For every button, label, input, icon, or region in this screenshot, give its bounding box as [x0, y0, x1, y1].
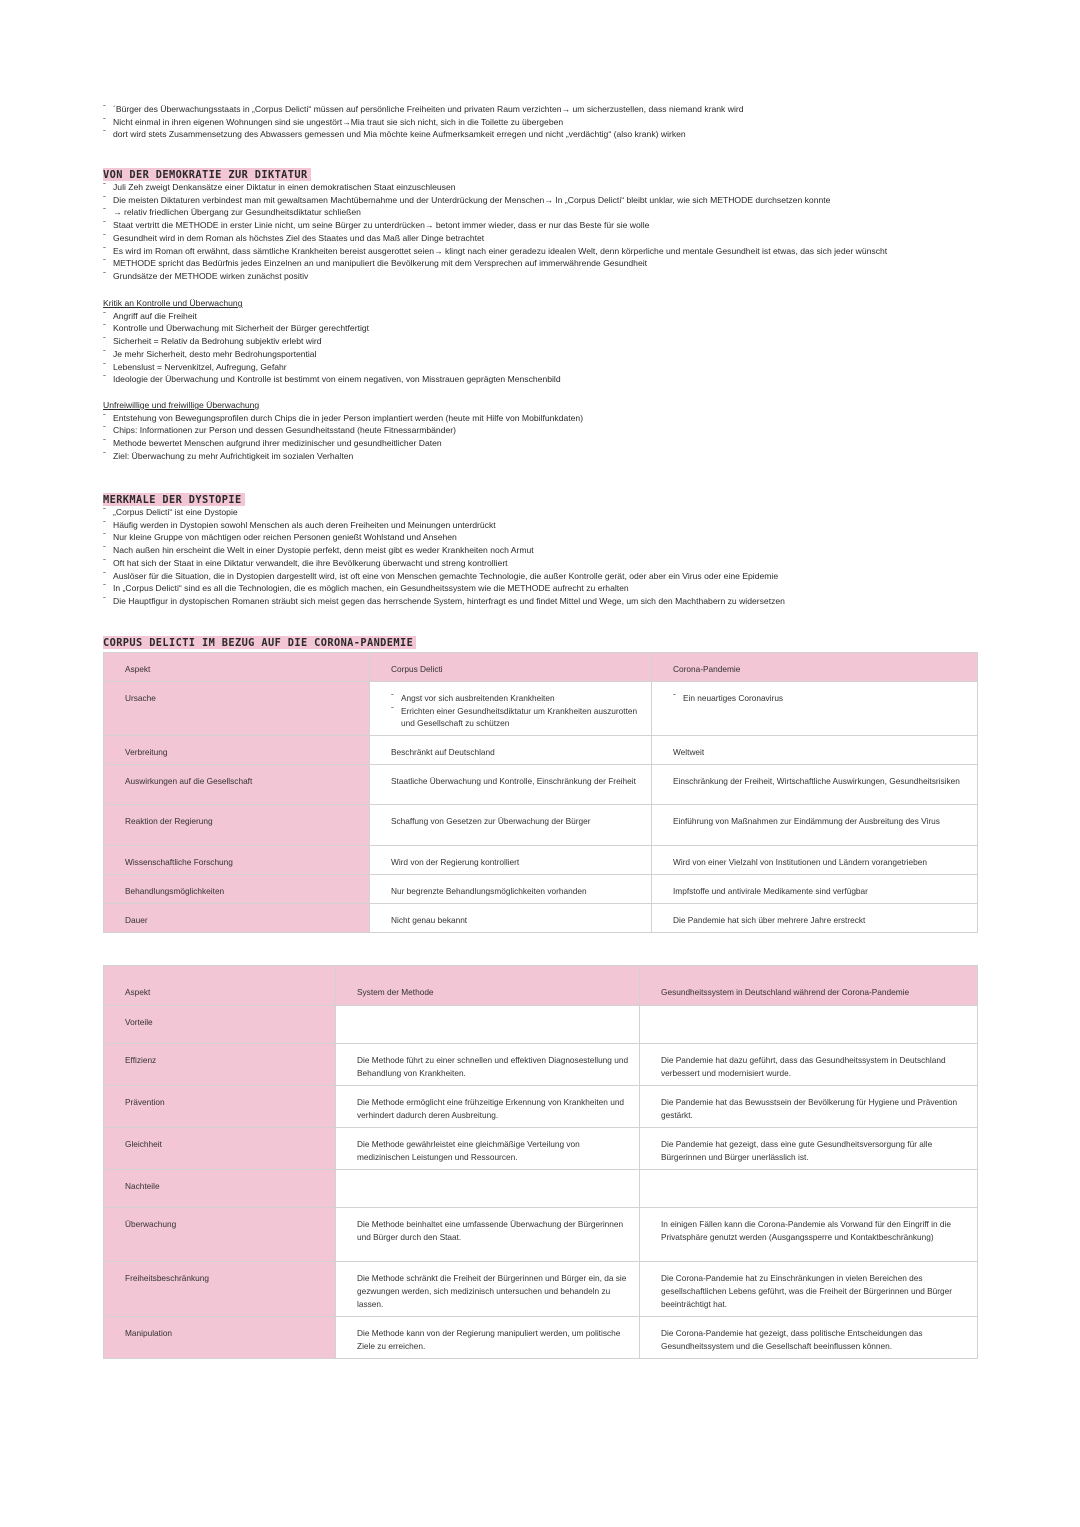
table-row [104, 875, 978, 904]
table-header-row [104, 653, 978, 682]
table-row [104, 904, 978, 933]
aspect-cell: Reaktion der Regierung [104, 805, 370, 846]
table-cell [652, 682, 978, 736]
list-item: ˉ Je mehr Sicherheit, desto mehr Bedrohungsportential [103, 348, 983, 361]
table-row [104, 846, 978, 875]
table-row [104, 805, 978, 846]
corona-comparison-table [103, 652, 978, 933]
table-cell: Die Corona-Pandemie hat zu Einschränkungen in vielen Bereichen des gesellschaftlichen Lebens geführt, was die Freiheit der Bürgerinnen und Bürger beeinträchtigt hat. [640, 1262, 978, 1317]
table-cell: Weltweit [652, 736, 978, 765]
kritik-section [103, 297, 983, 386]
list-item: ˉ Häufig werden in Dystopien sowohl Menschen als auch deren Freiheiten und Meinungen unterdrückt [103, 519, 983, 532]
ueberwachung-list [103, 412, 983, 463]
list-item: ˉ Errichten einer Gesundheitsdiktatur um Krankheiten auszurotten und Gesellschaft zu schützen [391, 705, 641, 730]
table-header-row [104, 966, 978, 1006]
table-cell: Wird von einer Vielzahl von Institutionen und Ländern vorangetrieben [652, 846, 978, 875]
subheading: Unfreiwillige und freiwillige Überwachung [103, 400, 260, 410]
list-item: ˉ Die Hauptfigur in dystopischen Romanen sträubt sich meist gegen das herrschende System, hinterfragt es und findet Mittel und Wege, um sich den Machthabern zu widersetzen [103, 595, 983, 608]
dystopie-list [103, 506, 983, 608]
table-cell [370, 682, 652, 736]
table-cell: Die Methode gewährleistet eine gleichmäßige Verteilung von medizinischen Leistungen und Ressourcen. [336, 1128, 640, 1170]
list-item: ˉ Auslöser für die Situation, die in Dystopien dargestellt wird, ist oft eine von Menschen gemachte Technologie, die außer Kontrolle gerät, oder aber ein Virus oder eine Epidemie [103, 570, 983, 583]
list-item: ˉ Nur kleine Gruppe von mächtigen oder reichen Personen genießt Wohlstand und Ansehen [103, 531, 983, 544]
list-item: ˉ Staat vertritt die METHODE in erster Linie nicht, um seine Bürger zu unterdrücken→ betont immer wieder, dass er nur das Beste für sie wolle [103, 219, 983, 232]
list-item: ˉ Chips: Informationen zur Person und dessen Gesundheitsstand (heute Fitnessarmbänder) [103, 424, 983, 437]
table-cell: Einschränkung der Freiheit, Wirtschaftliche Auswirkungen, Gesundheitsrisiken [652, 765, 978, 805]
list-item: ˉ Oft hat sich der Staat in eine Diktatur verwandelt, die ihre Bevölkerung überwacht und streng kontrolliert [103, 557, 983, 570]
table-cell: In einigen Fällen kann die Corona-Pandemie als Vorwand für den Eingriff in die Privatsphäre genutzt werden (Ausgangssperre und Kontaktbeschränkung) [640, 1208, 978, 1262]
intro-section [103, 103, 983, 141]
aspect-cell: Behandlungsmöglichkeiten [104, 875, 370, 904]
table-header-cell: Corona-Pandemie [652, 653, 978, 682]
demokratie-list [103, 181, 983, 283]
list-item: ˉ Juli Zeh zweigt Denkansätze einer Diktatur in einen demokratischen Staat einzuschleusen [103, 181, 983, 194]
list-item: ˉ Die meisten Diktaturen verbindest man mit gewaltsamen Machtübernahme und der Unterdrückung der Menschen→ In „Corpus Delicti“ bleibt unklar, wie sich METHODE durchsetzen konnte [103, 194, 983, 207]
section-heading: CORPUS DELICTI IM BEZUG AUF DIE CORONA-PANDEMIE [103, 636, 416, 649]
table-header-cell: Corpus Delicti [370, 653, 652, 682]
table-row [104, 1317, 978, 1359]
table-cell: Die Pandemie hat das Bewusstsein der Bevölkerung für Hygiene und Prävention gestärkt. [640, 1086, 978, 1128]
list-item: ˉ Ziel: Überwachung zu mehr Aufrichtigkeit im sozialen Verhalten [103, 450, 983, 463]
list-item: ˉ Angst vor sich ausbreitenden Krankheiten [391, 692, 641, 705]
table-cell: Nicht genau bekannt [370, 904, 652, 933]
aspect-cell: Vorteile [104, 1006, 336, 1044]
table-header-cell: Aspekt [104, 653, 370, 682]
list-item: ˉ In „Corpus Delicti“ sind es all die Technologien, die es möglich machen, ein Gesundheitssystem wie die METHODE aufrecht zu erhalten [103, 582, 983, 595]
aspect-cell: Prävention [104, 1086, 336, 1128]
section-heading: VON DER DEMOKRATIE ZUR DIKTATUR [103, 168, 311, 181]
list-item: ˉ Ideologie der Überwachung und Kontrolle ist bestimmt von einem negativen, von Misstrauen geprägten Menschenbild [103, 373, 983, 386]
table-row [104, 736, 978, 765]
table-cell [640, 1170, 978, 1208]
list-item: ˉ Ein neuartiges Coronavirus [673, 692, 967, 705]
aspect-cell: Freiheitsbeschränkung [104, 1262, 336, 1317]
table-row [104, 765, 978, 805]
table-cell: Die Methode ermöglicht eine frühzeitige Erkennung von Krankheiten und verhindert dadurch deren Ausbreitung. [336, 1086, 640, 1128]
aspect-cell: Ursache [104, 682, 370, 736]
kritik-list [103, 310, 983, 386]
table-cell: Die Methode beinhaltet eine umfassende Überwachung der Bürgerinnen und Bürger durch den Staat. [336, 1208, 640, 1262]
ueberwachung-section [103, 399, 983, 463]
table-row [104, 682, 978, 736]
table-header-cell: Gesundheitssystem in Deutschland während der Corona-Pandemie [640, 966, 978, 1006]
list-item: ˉ METHODE spricht das Bedürfnis jedes Einzelnen an und manipuliert die Bevölkerung mit dem Versprechen auf immerwährende Gesundheit [103, 257, 983, 270]
table-cell [640, 1006, 978, 1044]
table-cell: Die Pandemie hat gezeigt, dass eine gute Gesundheitsversorgung für alle Bürgerinnen und Bürger unerlässlich ist. [640, 1128, 978, 1170]
aspect-cell: Gleichheit [104, 1128, 336, 1170]
table-row [104, 1044, 978, 1086]
aspect-cell: Nachteile [104, 1170, 336, 1208]
table-cell [336, 1170, 640, 1208]
list-item: ˉ → relativ friedlichen Übergang zur Gesundheitsdiktatur schließen [103, 206, 983, 219]
cell-list [673, 692, 967, 705]
aspect-cell: Dauer [104, 904, 370, 933]
cell-list [391, 692, 641, 730]
table-cell: Impfstoffe und antivirale Medikamente sind verfügbar [652, 875, 978, 904]
table-cell: Beschränkt auf Deutschland [370, 736, 652, 765]
table-row [104, 1086, 978, 1128]
list-item: ˉ Angriff auf die Freiheit [103, 310, 983, 323]
table-cell: Schaffung von Gesetzen zur Überwachung der Bürger [370, 805, 652, 846]
table-row [104, 1208, 978, 1262]
aspect-cell: Wissenschaftliche Forschung [104, 846, 370, 875]
table-cell: Die Pandemie hat sich über mehrere Jahre erstreckt [652, 904, 978, 933]
subheading: Kritik an Kontrolle und Überwachung [103, 298, 243, 308]
list-item: ˉ Kontrolle und Überwachung mit Sicherheit der Bürger gerechtfertigt [103, 322, 983, 335]
demokratie-section [103, 168, 983, 283]
aspect-cell: Überwachung [104, 1208, 336, 1262]
table-cell: Nur begrenzte Behandlungsmöglichkeiten vorhanden [370, 875, 652, 904]
table-cell: Die Pandemie hat dazu geführt, dass das Gesundheitssystem in Deutschland verbessert und modernisiert wurde. [640, 1044, 978, 1086]
corona-section [103, 636, 983, 649]
list-item: ˉ Lebenslust = Nervenkitzel, Aufregung, Gefahr [103, 361, 983, 374]
aspect-cell: Manipulation [104, 1317, 336, 1359]
table-cell: Die Methode kann von der Regierung manipuliert werden, um politische Ziele zu erreichen. [336, 1317, 640, 1359]
table-cell: Wird von der Regierung kontrolliert [370, 846, 652, 875]
list-item: ˉ Nach außen hin erscheint die Welt in einer Dystopie perfekt, denn meist gibt es weder Krankheiten noch Armut [103, 544, 983, 557]
list-item: ˉ Nicht einmal in ihren eigenen Wohnungen sind sie ungestört→Mia traut sie sich nicht, sich in die Toilette zu übergeben [103, 116, 983, 129]
aspect-cell: Verbreitung [104, 736, 370, 765]
table-cell: Die Methode schränkt die Freiheit der Bürgerinnen und Bürger ein, da sie gezwungen werden, sich medizinisch untersuchen und behandeln zu lassen. [336, 1262, 640, 1317]
table-row [104, 1006, 978, 1044]
aspect-cell: Effizienz [104, 1044, 336, 1086]
table-cell: Die Methode führt zu einer schnellen und effektiven Diagnosestellung und Behandlung von Krankheiten. [336, 1044, 640, 1086]
list-item: ˉ „Corpus Delicti“ ist eine Dystopie [103, 506, 983, 519]
table-row [104, 1262, 978, 1317]
table-row [104, 1128, 978, 1170]
table-cell [336, 1006, 640, 1044]
table-header-cell: Aspekt [104, 966, 336, 1006]
list-item: ˉ Sicherheit = Relativ da Bedrohung subjektiv erlebt wird [103, 335, 983, 348]
table-cell: Staatliche Überwachung und Kontrolle, Einschränkung der Freiheit [370, 765, 652, 805]
list-item: ˉ Grundsätze der METHODE wirken zunächst positiv [103, 270, 983, 283]
dystopie-section [103, 493, 983, 608]
table-cell: Einführung von Maßnahmen zur Eindämmung der Ausbreitung des Virus [652, 805, 978, 846]
table-header-cell: System der Methode [336, 966, 640, 1006]
list-item: ˉ ´Bürger des Überwachungsstaats in „Corpus Delicti“ müssen auf persönliche Freiheiten und privaten Raum verzichten→ um sicherzustellen, dass niemand krank wird [103, 103, 983, 116]
list-item: ˉ Gesundheit wird in dem Roman als höchstes Ziel des Staates und das Maß aller Dinge betrachtet [103, 232, 983, 245]
intro-list [103, 103, 983, 141]
table-row [104, 1170, 978, 1208]
list-item: ˉ Methode bewertet Menschen aufgrund ihrer medizinischer und gesundheitlicher Daten [103, 437, 983, 450]
system-comparison-table [103, 965, 978, 1359]
section-heading: MERKMALE DER DYSTOPIE [103, 493, 245, 506]
aspect-cell: Auswirkungen auf die Gesellschaft [104, 765, 370, 805]
list-item: ˉ Entstehung von Bewegungsprofilen durch Chips die in jeder Person implantiert werden (heute mit Hilfe von Mobilfunkdaten) [103, 412, 983, 425]
table-cell: Die Corona-Pandemie hat gezeigt, dass politische Entscheidungen das Gesundheitssystem und die Gesellschaft beeinflussen können. [640, 1317, 978, 1359]
list-item: ˉ dort wird stets Zusammensetzung des Abwassers gemessen und Mia möchte keine Aufmerksamkeit erregen und nicht „verdächtig“ (also krank) wirken [103, 128, 983, 141]
list-item: ˉ Es wird im Roman oft erwähnt, dass sämtliche Krankheiten bereist ausgerottet seien→ klingt nach einer geradezu idealen Welt, denn körperliche und mentale Gesundheit ist etwas, das sich jeder wünscht [103, 245, 983, 258]
